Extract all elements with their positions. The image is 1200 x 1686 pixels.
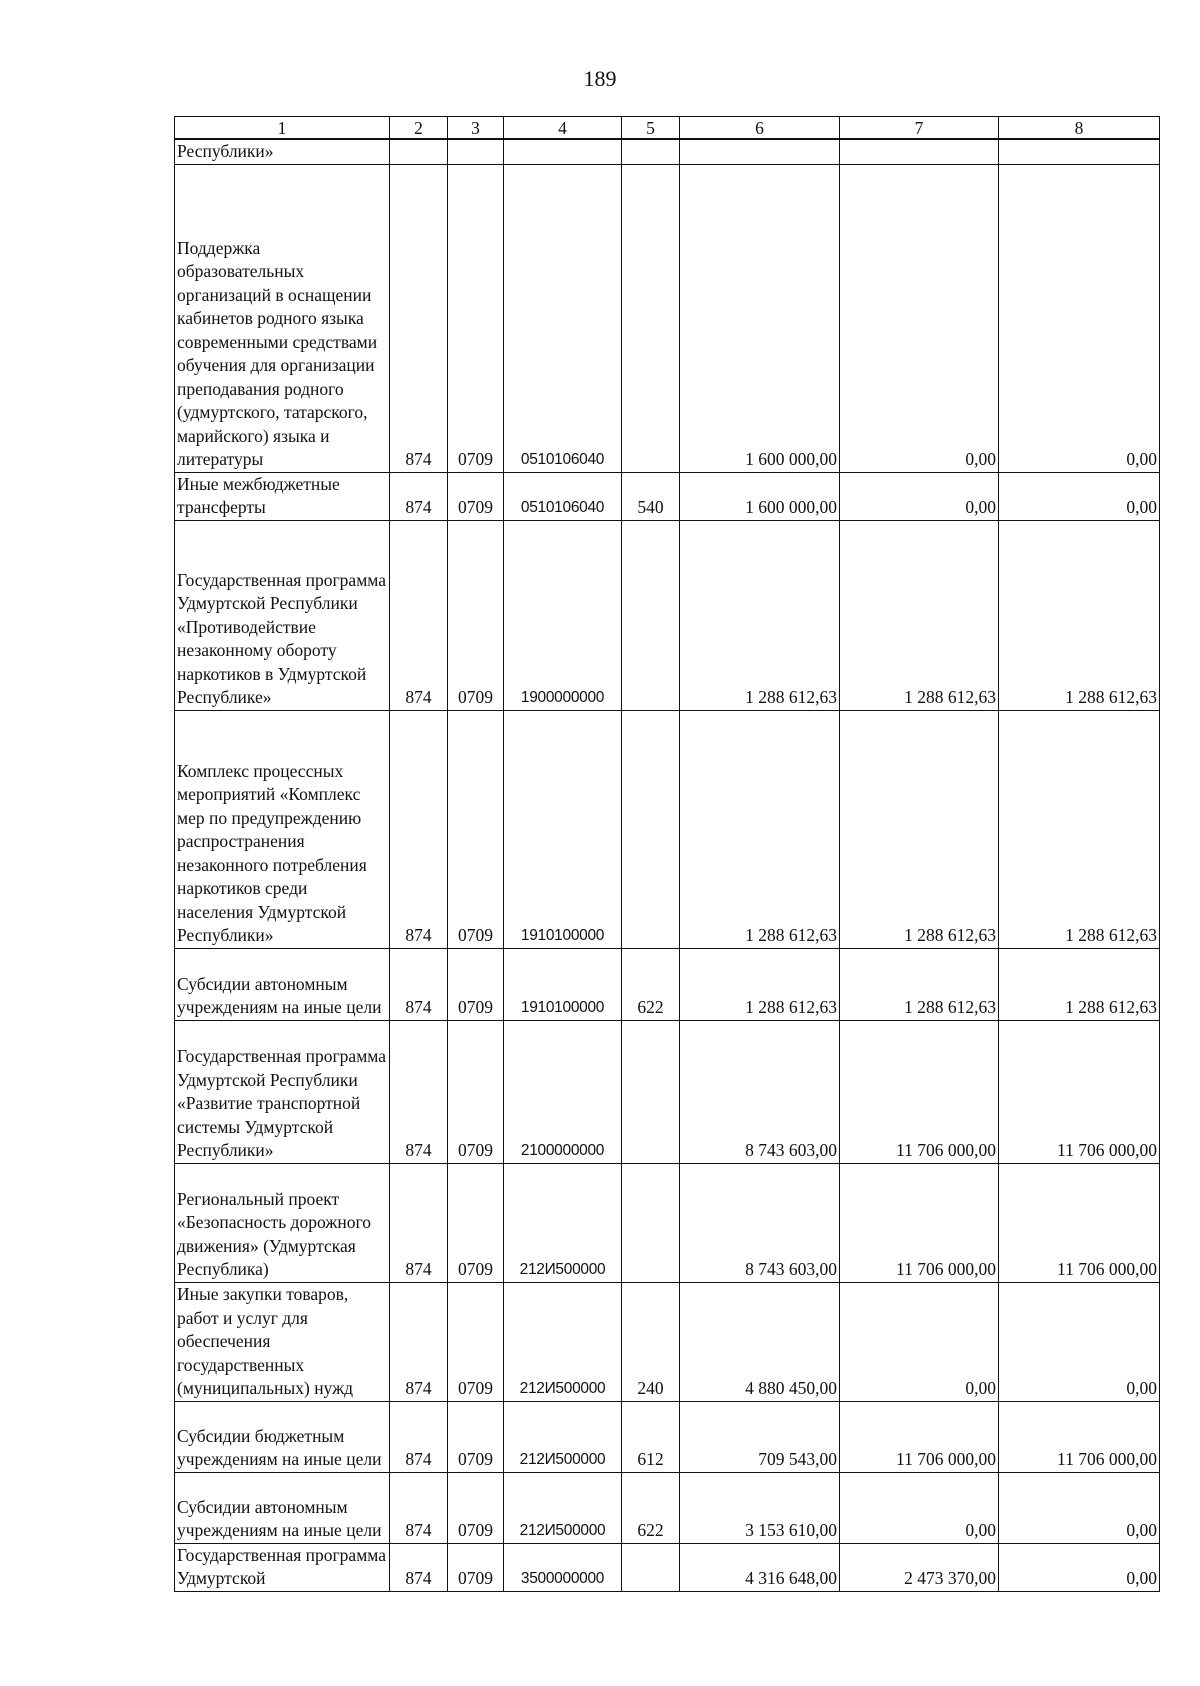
table-row bbox=[175, 1543, 1160, 1591]
table-row bbox=[175, 1020, 1160, 1163]
row-sum-7: 2 473 370,00 bbox=[840, 1543, 999, 1591]
table-row bbox=[175, 520, 1160, 710]
header-cell-3: 3 bbox=[448, 117, 504, 140]
row-rz bbox=[448, 139, 504, 164]
row-vr bbox=[622, 520, 680, 710]
row-ved: 874 bbox=[390, 1401, 448, 1472]
header-cell-6: 6 bbox=[680, 117, 840, 140]
row-rz: 0709 bbox=[448, 164, 504, 472]
row-sum-8: 11 706 000,00 bbox=[999, 1020, 1160, 1163]
row-vr bbox=[622, 1163, 680, 1282]
header-cell-5: 5 bbox=[622, 117, 680, 140]
header-cell-2: 2 bbox=[390, 117, 448, 140]
row-ved: 874 bbox=[390, 1543, 448, 1591]
row-sum-6: 709 543,00 bbox=[680, 1401, 840, 1472]
row-ved: 874 bbox=[390, 164, 448, 472]
row-sum-6: 1 288 612,63 bbox=[680, 948, 840, 1020]
row-name: Государственная программа Удмуртской Республики «Противодействие незаконному обороту наркотиков в Удмуртской Республике» bbox=[175, 520, 390, 710]
row-name: Государственная программа Удмуртской bbox=[175, 1543, 390, 1591]
row-sum-7: 11 706 000,00 bbox=[840, 1401, 999, 1472]
row-sum-7: 0,00 bbox=[840, 1282, 999, 1401]
page-number: 189 bbox=[583, 66, 617, 91]
table-row bbox=[175, 1282, 1160, 1401]
table-row bbox=[175, 1401, 1160, 1472]
row-cs: 212И500000 bbox=[504, 1282, 622, 1401]
row-sum-8: 1 288 612,63 bbox=[999, 520, 1160, 710]
header-row bbox=[175, 117, 1160, 140]
row-vr: 622 bbox=[622, 948, 680, 1020]
table-row bbox=[175, 139, 1160, 164]
budget-table bbox=[174, 116, 1160, 1592]
row-vr: 540 bbox=[622, 472, 680, 520]
row-sum-6: 1 288 612,63 bbox=[680, 520, 840, 710]
row-sum-6: 1 600 000,00 bbox=[680, 164, 840, 472]
row-vr: 612 bbox=[622, 1401, 680, 1472]
row-name: Комплекс процессных мероприятий «Комплекс мер по предупреждению распространения незаконного потребления наркотиков среди населения Удмуртской Республики» bbox=[175, 710, 390, 948]
row-rz: 0709 bbox=[448, 710, 504, 948]
row-cs: 212И500000 bbox=[504, 1472, 622, 1543]
row-ved: 874 bbox=[390, 948, 448, 1020]
row-name: Иные межбюджетные трансферты bbox=[175, 472, 390, 520]
row-sum-8: 0,00 bbox=[999, 1543, 1160, 1591]
row-ved: 874 bbox=[390, 1472, 448, 1543]
row-cs: 0510106040 bbox=[504, 164, 622, 472]
row-sum-6: 4 316 648,00 bbox=[680, 1543, 840, 1591]
row-vr bbox=[622, 139, 680, 164]
row-name: Республики» bbox=[175, 139, 390, 164]
row-rz: 0709 bbox=[448, 948, 504, 1020]
row-rz: 0709 bbox=[448, 1472, 504, 1543]
table-row bbox=[175, 710, 1160, 948]
row-sum-8: 1 288 612,63 bbox=[999, 710, 1160, 948]
row-cs: 2100000000 bbox=[504, 1020, 622, 1163]
table-row bbox=[175, 1163, 1160, 1282]
row-cs: 0510106040 bbox=[504, 472, 622, 520]
row-sum-8 bbox=[999, 139, 1160, 164]
row-rz: 0709 bbox=[448, 1401, 504, 1472]
row-sum-7: 11 706 000,00 bbox=[840, 1163, 999, 1282]
row-vr bbox=[622, 164, 680, 472]
table-row bbox=[175, 1472, 1160, 1543]
row-sum-7 bbox=[840, 139, 999, 164]
header-cell-7: 7 bbox=[840, 117, 999, 140]
row-sum-6: 4 880 450,00 bbox=[680, 1282, 840, 1401]
table-row bbox=[175, 948, 1160, 1020]
row-sum-8: 11 706 000,00 bbox=[999, 1401, 1160, 1472]
row-rz: 0709 bbox=[448, 1163, 504, 1282]
row-vr: 240 bbox=[622, 1282, 680, 1401]
row-cs: 212И500000 bbox=[504, 1163, 622, 1282]
row-ved: 874 bbox=[390, 1020, 448, 1163]
row-rz: 0709 bbox=[448, 520, 504, 710]
row-cs: 1910100000 bbox=[504, 710, 622, 948]
row-sum-6 bbox=[680, 139, 840, 164]
row-sum-8: 0,00 bbox=[999, 1472, 1160, 1543]
table-row bbox=[175, 164, 1160, 472]
row-name: Поддержка образовательных организаций в оснащении кабинетов родного языка современными средствами обучения для организации преподавания родного (удмуртского, татарского, марийского) языка и литературы bbox=[175, 164, 390, 472]
row-sum-6: 1 288 612,63 bbox=[680, 710, 840, 948]
row-name: Субсидии бюджетным учреждениям на иные цели bbox=[175, 1401, 390, 1472]
row-cs bbox=[504, 139, 622, 164]
row-ved bbox=[390, 139, 448, 164]
header-cell-1: 1 bbox=[175, 117, 390, 140]
row-ved: 874 bbox=[390, 1163, 448, 1282]
row-name: Государственная программа Удмуртской Республики «Развитие транспортной системы Удмуртской Республики» bbox=[175, 1020, 390, 1163]
row-sum-6: 8 743 603,00 bbox=[680, 1163, 840, 1282]
row-rz: 0709 bbox=[448, 1282, 504, 1401]
row-cs: 3500000000 bbox=[504, 1543, 622, 1591]
row-vr bbox=[622, 1543, 680, 1591]
row-name: Субсидии автономным учреждениям на иные цели bbox=[175, 1472, 390, 1543]
row-sum-8: 0,00 bbox=[999, 472, 1160, 520]
row-sum-6: 1 600 000,00 bbox=[680, 472, 840, 520]
row-rz: 0709 bbox=[448, 472, 504, 520]
row-name: Иные закупки товаров, работ и услуг для обеспечения государственных (муниципальных) нужд bbox=[175, 1282, 390, 1401]
row-vr bbox=[622, 1020, 680, 1163]
header-cell-8: 8 bbox=[999, 117, 1160, 140]
row-sum-7: 0,00 bbox=[840, 164, 999, 472]
table-row bbox=[175, 472, 1160, 520]
row-rz: 0709 bbox=[448, 1020, 504, 1163]
row-name: Региональный проект «Безопасность дорожного движения» (Удмуртская Республика) bbox=[175, 1163, 390, 1282]
row-sum-6: 8 743 603,00 bbox=[680, 1020, 840, 1163]
row-ved: 874 bbox=[390, 520, 448, 710]
row-ved: 874 bbox=[390, 710, 448, 948]
row-sum-8: 0,00 bbox=[999, 164, 1160, 472]
row-sum-8: 1 288 612,63 bbox=[999, 948, 1160, 1020]
row-cs: 1900000000 bbox=[504, 520, 622, 710]
row-sum-8: 0,00 bbox=[999, 1282, 1160, 1401]
row-ved: 874 bbox=[390, 1282, 448, 1401]
row-sum-6: 3 153 610,00 bbox=[680, 1472, 840, 1543]
row-sum-7: 1 288 612,63 bbox=[840, 710, 999, 948]
row-ved: 874 bbox=[390, 472, 448, 520]
row-vr: 622 bbox=[622, 1472, 680, 1543]
row-vr bbox=[622, 710, 680, 948]
row-sum-7: 1 288 612,63 bbox=[840, 948, 999, 1020]
row-sum-7: 0,00 bbox=[840, 1472, 999, 1543]
row-name: Субсидии автономным учреждениям на иные цели bbox=[175, 948, 390, 1020]
row-sum-8: 11 706 000,00 bbox=[999, 1163, 1160, 1282]
row-sum-7: 1 288 612,63 bbox=[840, 520, 999, 710]
row-sum-7: 0,00 bbox=[840, 472, 999, 520]
row-rz: 0709 bbox=[448, 1543, 504, 1591]
row-sum-7: 11 706 000,00 bbox=[840, 1020, 999, 1163]
row-cs: 1910100000 bbox=[504, 948, 622, 1020]
row-cs: 212И500000 bbox=[504, 1401, 622, 1472]
header-cell-4: 4 bbox=[504, 117, 622, 140]
